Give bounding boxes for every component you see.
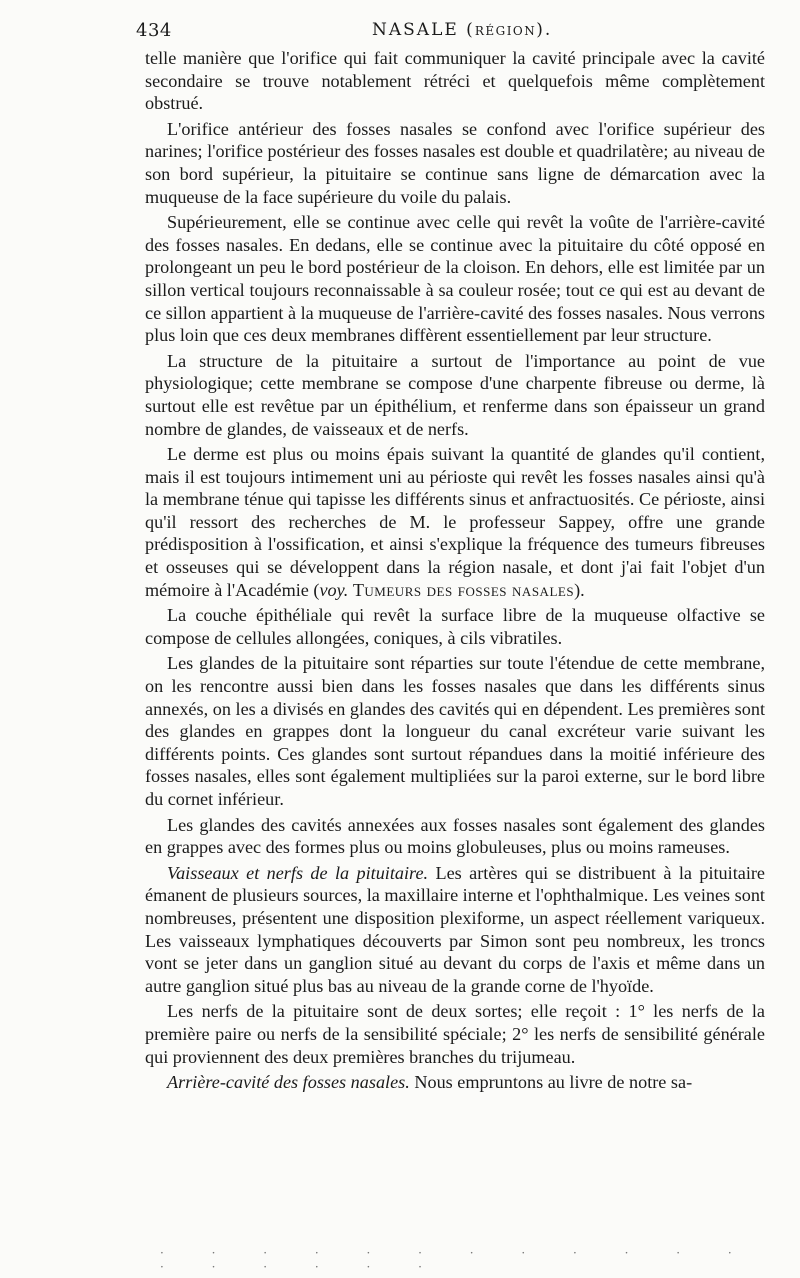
paragraph-text: Le derme est plus ou moins épais suivant la quantité de glandes qu'il contient, mais il est toujours intimement uni au périoste qui revêt les fosses nasales ainsi qu'à la membrane ténue qui tapisse les différents sinus et anfractuosités. Ce périoste, ainsi qu'il ressort des recherches de M. le professeur Sappey, offre une grande prédisposition à l'ossification, et ainsi s'explique la fréquence des tumeurs fibreuses et osseuses qui se développent dans la région nasale, et dont j'ai fait l'objet d'un mémoire à l'Académie ( [145,444,765,600]
paragraph: Les glandes des cavités annexées aux fosses nasales sont également des glandes en grappes avec des formes plus ou moins globuleuses, plus ou moins rameuses. [145,814,765,858]
section-heading: Vaisseaux et nerfs de la pituitaire. [167,862,429,883]
paragraph-continued: telle manière que l'orifice qui fait communiquer la cavité principale avec la cavité secondaire se trouve notablement rétréci et quelquefois même complètement obstrué. [145,48,765,114]
scan-noise-marks: · · · · · · · · · · · · · · · · · · [160,1246,754,1274]
paragraph [145,443,765,601]
paragraph: Les nerfs de la pituitaire sont de deux sortes; elle reçoit : 1° les nerfs de la première paire ou nerfs de la sensibilité spéciale; 2° les nerfs de sensibilité générale qui proviennent des deux premières branches du trijumeau. [145,1001,765,1067]
paragraph-text: ). [574,579,585,600]
running-head-small: RÉGION [474,24,537,38]
running-head-main: NASALE ( [372,20,475,40]
cross-reference: Tumeurs des fosses nasales [352,579,575,600]
section-heading: Arrière-cavité des fosses nasales. [167,1072,410,1093]
page-number: 434 [136,20,172,41]
paragraph: La structure de la pituitaire a surtout de l'importance au point de vue physiologique; cette membrane se compose d'une charpente fibreuse ou derme, là surtout elle est revêtue par un épithélium, et renferme dans son épaisseur un grand nombre de glandes, de vaisseaux et de nerfs. [145,350,765,439]
paragraph: Supérieurement, elle se continue avec celle qui revêt la voûte de l'arrière-cavité des fosses nasales. En dedans, elle se continue avec la pituitaire du côté opposé en prolongeant un peu le bord postérieur de la cloison. En dehors, elle est limitée par un sillon vertical toujours reconnaissable à sa couleur rosée; tout ce qui est au devant de ce sillon appartient à la muqueuse de l'arrière-cavité des fosses nasales. Nous verrons plus loin que ces deux membranes diffèrent essentiellement par leur structure. [145,212,765,346]
page-body [145,47,765,1097]
paragraph [145,862,765,998]
paragraph-text: Les artères qui se distribuent à la pituitaire émanent de plusieurs sources, la maxillaire interne et l'ophthalmique. Les veines sont nombreuses, présentent une disposition plexiforme, un aspect réellement variqueux. Les vaisseaux lymphatiques découverts par Simon sont peu nombreux, les troncs vont se jeter dans un ganglion situé au devant du corps de l'axis et même dans un autre ganglion situé plus bas au niveau de la grande corne de l'hyoïde. [145,862,766,996]
paragraph [145,1071,765,1094]
paragraph: L'orifice antérieur des fosses nasales se confond avec l'orifice supérieur des narines; l'orifice postérieur des fosses nasales est double et quadrilatère; au niveau de son bord supérieur, la pituitaire se continue sans ligne de démarcation avec la muqueuse de la face supérieure du voile du palais. [145,118,765,207]
paragraph: Les glandes de la pituitaire sont réparties sur toute l'étendue de cette membrane, on les rencontre aussi bien dans les fosses nasales que dans les différents sinus annexés, on les a divisés en glandes des cavités qui en dépendent. Les premières sont des glandes en grappes dont la longueur du canal excréteur varie suivant les différents points. Ces glandes sont surtout répandues dans la moitié inférieure des fosses nasales, elles sont également multipliées sur la paroi externe, sur le bord libre du cornet inférieur. [145,653,765,809]
paragraph-text: Nous empruntons au livre de notre sa- [409,1072,693,1093]
page-header [136,20,776,46]
voy-reference: voy. [319,579,349,600]
running-head [372,20,552,40]
paragraph: La couche épithéliale qui revêt la surface libre de la muqueuse olfactive se compose de cellules allongées, coniques, à cils vibratiles. [145,605,765,648]
running-head-end: ). [536,20,553,40]
